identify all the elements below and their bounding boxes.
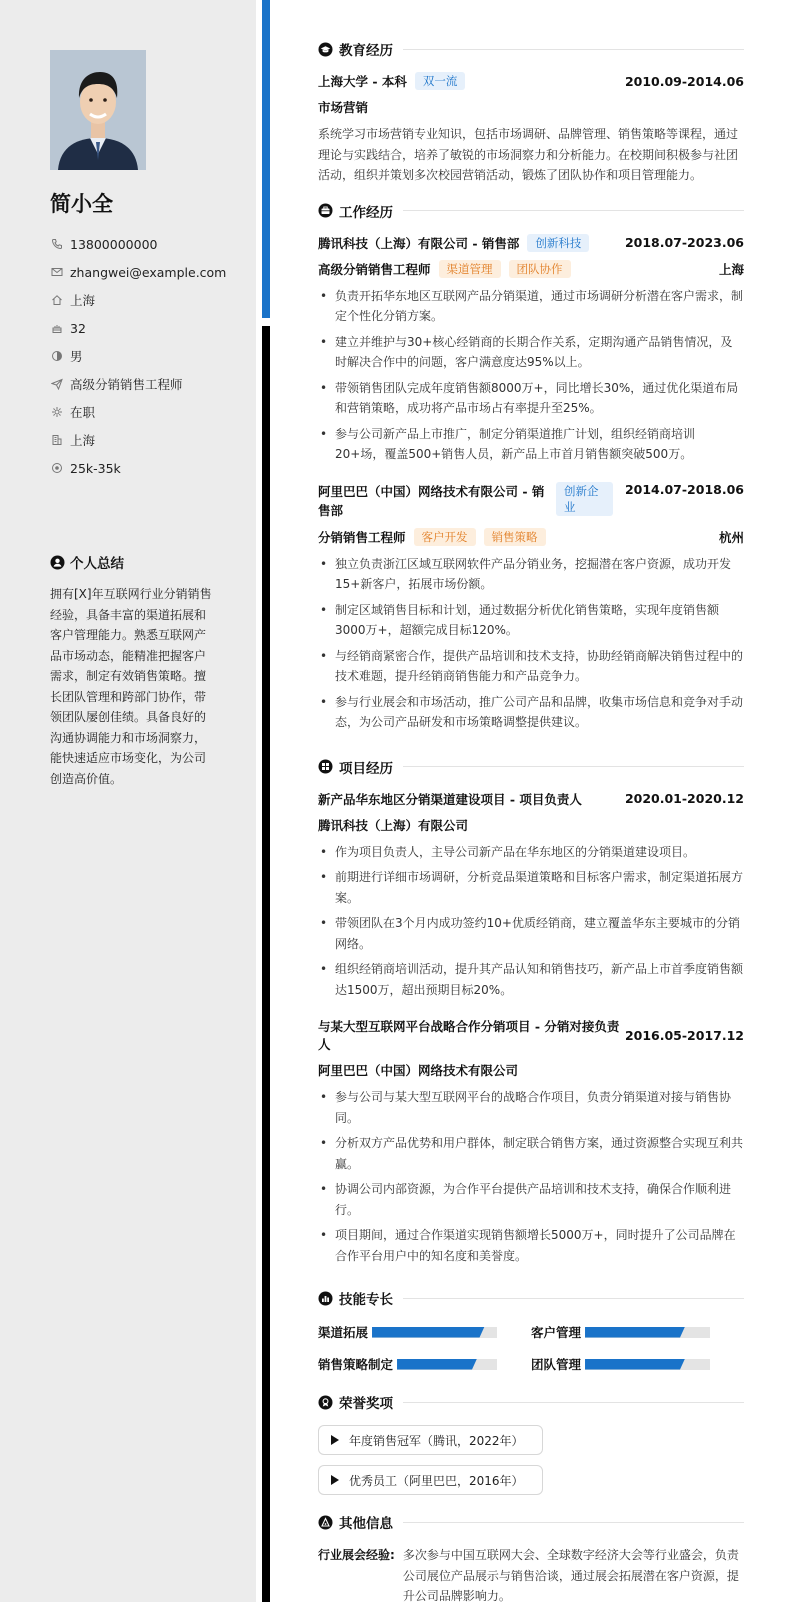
info-text: 高级分销销售工程师 bbox=[70, 377, 183, 392]
list-item: • 与经销商紧密合作，提供产品培训和技术支持，协助经销商解决销售过程中的技术难题，提升经销商销售能力和产品竞争力。 bbox=[318, 646, 744, 687]
project-bullets-1 bbox=[318, 842, 744, 1001]
contact-info-list bbox=[50, 230, 250, 482]
job-bullets-1 bbox=[318, 286, 744, 465]
role-title: 分销销售工程师 bbox=[318, 529, 406, 545]
section-awards bbox=[318, 1391, 744, 1413]
salary-icon bbox=[50, 461, 64, 475]
graduation-cap-icon bbox=[318, 42, 333, 57]
summary-title-text: 个人总结 bbox=[70, 556, 124, 572]
grid-icon bbox=[318, 759, 333, 774]
other-info-row bbox=[318, 1545, 744, 1602]
info-text: 上海 bbox=[70, 433, 96, 448]
info-text: 25k-35k bbox=[70, 460, 121, 476]
list-item: • 参与公司与某大型互联网平台的战略合作项目，负责分销渠道对接与销售协同。 bbox=[318, 1087, 744, 1128]
building-icon bbox=[50, 433, 64, 447]
section-divider bbox=[403, 49, 744, 50]
list-item: • 独立负责浙江区域互联网软件产品分销业务，挖掘潜在客户资源，成功开发15+新客户，拓展市场份额。 bbox=[318, 554, 744, 595]
list-item: • 项目期间，通过合作渠道实现销售额增长5000万+，同时提升了公司品牌在合作平台用户中的知名度和美誉度。 bbox=[318, 1225, 744, 1266]
info-row-status bbox=[50, 398, 250, 426]
list-item: • 作为项目负责人，主导公司新产品在华东地区的分销渠道建设项目。 bbox=[318, 842, 744, 863]
project-date: 2016.05-2017.12 bbox=[624, 1027, 744, 1043]
project-head-2 bbox=[318, 1017, 744, 1053]
skill-name: 客户管理 bbox=[531, 1325, 582, 1340]
school-tag: 双一流 bbox=[415, 72, 466, 90]
info-row-city bbox=[50, 426, 250, 454]
section-divider bbox=[403, 1298, 744, 1299]
profile-name: 简小全 bbox=[50, 192, 113, 216]
status-icon bbox=[50, 405, 64, 419]
info-row-location bbox=[50, 286, 250, 314]
cake-icon bbox=[50, 321, 64, 335]
section-education bbox=[318, 38, 744, 60]
section-divider bbox=[403, 210, 744, 211]
award-item bbox=[318, 1465, 744, 1495]
role-tag: 销售策略 bbox=[484, 528, 546, 546]
section-title-text: 工作经历 bbox=[339, 204, 393, 221]
list-item: • 建立并维护与30+核心经销商的长期合作关系，定期沟通产品销售情况，及时解决合作中的问题，客户满意度达95%以上。 bbox=[318, 332, 744, 373]
project-company-text: 阿里巴巴（中国）网络技术有限公司 bbox=[318, 1063, 519, 1078]
role-title: 高级分销销售工程师 bbox=[318, 261, 431, 277]
info-text: zhangwei@example.com bbox=[70, 264, 227, 280]
info-text: 在职 bbox=[70, 405, 96, 420]
list-item: • 负责开拓华东地区互联网产品分销渠道，通过市场调研分析潜在客户需求，制定个性化分销方案。 bbox=[318, 286, 744, 327]
other-label: 行业展会经验: bbox=[318, 1548, 395, 1562]
award-item bbox=[318, 1425, 744, 1455]
info-icon bbox=[318, 1515, 333, 1530]
list-item: • 协调公司内部资源，为合作平台提供产品培训和技术支持，确保合作顺利进行。 bbox=[318, 1179, 744, 1220]
job-role-2 bbox=[318, 528, 744, 546]
info-text: 13800000000 bbox=[70, 236, 158, 252]
info-text: 男 bbox=[70, 349, 83, 364]
skill-bar bbox=[585, 1359, 710, 1370]
role-tag: 渠道管理 bbox=[439, 260, 501, 278]
mail-icon bbox=[50, 265, 64, 279]
award-badge[interactable] bbox=[318, 1425, 543, 1455]
major-text: 市场营销 bbox=[318, 100, 369, 115]
education-entry-head bbox=[318, 72, 744, 90]
skill-bar bbox=[585, 1327, 710, 1338]
job-role-1 bbox=[318, 260, 744, 278]
project-date: 2020.01-2020.12 bbox=[624, 791, 744, 806]
company-tag: 创新科技 bbox=[527, 234, 589, 252]
skill-bar-fill bbox=[585, 1327, 685, 1338]
accent-bar-black bbox=[262, 326, 270, 1602]
section-other bbox=[318, 1511, 744, 1533]
skill-bar-fill bbox=[585, 1359, 685, 1370]
project-name: 与某大型互联网平台战略合作分销项目 - 分销对接负责人 bbox=[318, 1019, 620, 1052]
education-major bbox=[318, 98, 744, 116]
section-skills bbox=[318, 1287, 744, 1309]
job-date: 2018.07-2023.06 bbox=[624, 235, 744, 250]
user-icon bbox=[50, 555, 65, 570]
project-company-2 bbox=[318, 1061, 744, 1079]
job-head-2 bbox=[318, 482, 744, 520]
info-row-salary bbox=[50, 454, 250, 482]
skill-bar-fill bbox=[372, 1327, 485, 1338]
list-item: • 制定区域销售目标和计划，通过数据分析优化销售策略，实现年度销售额3000万+，超额完成目标120%。 bbox=[318, 600, 744, 641]
job-date: 2014.07-2018.06 bbox=[624, 481, 744, 497]
section-divider bbox=[403, 766, 744, 767]
gender-icon bbox=[50, 349, 64, 363]
school-name: 上海大学 - 本科 bbox=[318, 74, 407, 89]
list-item: • 参与行业展会和市场活动，推广公司产品和品牌，收集市场信息和竞争对手动态，为公司产品研发和市场策略调整提供建议。 bbox=[318, 692, 744, 733]
section-title-text: 项目经历 bbox=[339, 760, 393, 777]
project-bullets-2 bbox=[318, 1087, 744, 1266]
profile-photo bbox=[50, 50, 146, 170]
skill-name: 渠道拓展 bbox=[318, 1325, 369, 1340]
list-item: • 前期进行详细市场调研，分析竞品渠道策略和目标客户需求，制定渠道拓展方案。 bbox=[318, 867, 744, 908]
summary-text: 拥有[X]年互联网行业分销销售经验，具备丰富的渠道拓展和客户管理能力。熟悉互联网产品市场动态，能精准把握客户需求，制定有效销售策略。擅长团队管理和跨部门协作，带领团队屡创佳绩。具备良好的沟通协调能力和市场洞察力，能快速适应市场变化，为公司创造高价值。 bbox=[50, 587, 212, 786]
job-city: 杭州 bbox=[718, 529, 744, 545]
skill-name: 销售策略制定 bbox=[318, 1357, 394, 1372]
job-bullets-2 bbox=[318, 554, 744, 733]
info-row-gender bbox=[50, 342, 250, 370]
section-title-text: 教育经历 bbox=[339, 43, 393, 59]
award-icon bbox=[318, 1395, 333, 1410]
project-name: 新产品华东地区分销渠道建设项目 - 项目负责人 bbox=[318, 791, 582, 807]
info-row-phone bbox=[50, 230, 250, 258]
list-item: • 组织经销商培训活动，提升其产品认知和销售技巧，新产品上市首季度销售额达1500万，超出预期目标20%。 bbox=[318, 959, 744, 1000]
list-item: • 带领团队在3个月内成功签约10+优质经销商，建立覆盖华东主要城市的分销网络。 bbox=[318, 913, 744, 954]
company-tag: 创新企业 bbox=[556, 482, 613, 516]
skill-name: 团队管理 bbox=[531, 1357, 582, 1372]
play-icon bbox=[331, 1475, 339, 1485]
award-text: 优秀员工（阿里巴巴，2016年） bbox=[349, 1473, 524, 1488]
info-row-age bbox=[50, 314, 250, 342]
section-projects bbox=[318, 756, 744, 778]
section-title-text: 其他信息 bbox=[339, 1516, 393, 1532]
home-icon bbox=[50, 293, 64, 307]
info-row-position bbox=[50, 370, 250, 398]
send-icon bbox=[50, 377, 64, 391]
section-title-text: 荣誉奖项 bbox=[339, 1396, 393, 1412]
section-divider bbox=[403, 1402, 744, 1403]
award-badge[interactable] bbox=[318, 1465, 543, 1495]
project-company-1 bbox=[318, 816, 744, 834]
list-item: • 带领销售团队完成年度销售额8000万+，同比增长30%，通过优化渠道布局和营销策略，成功将产品市场占有率提升至25%。 bbox=[318, 378, 744, 419]
section-work bbox=[318, 200, 744, 222]
role-tag: 客户开发 bbox=[414, 528, 476, 546]
summary-title bbox=[50, 552, 124, 572]
job-city: 上海 bbox=[718, 261, 744, 277]
company-name: 阿里巴巴（中国）网络技术有限公司 - 销售部 bbox=[318, 483, 545, 518]
list-item: • 分析双方产品优势和用户群体，制定联合销售方案，通过资源整合实现互利共赢。 bbox=[318, 1133, 744, 1174]
info-text: 32 bbox=[70, 320, 86, 336]
skill-bar-fill bbox=[397, 1359, 477, 1370]
briefcase-icon bbox=[318, 203, 333, 218]
other-text: 多次参与中国互联网大会、全球数字经济大会等行业盛会，负责公司展位产品展示与销售洽谈，通过展会拓展潜在客户资源，提升公司品牌影响力。 bbox=[402, 1548, 739, 1602]
skill-item bbox=[318, 1355, 531, 1373]
job-head-1 bbox=[318, 234, 744, 252]
skill-bar bbox=[372, 1327, 497, 1338]
info-text: 上海 bbox=[70, 293, 96, 308]
skill-item bbox=[531, 1355, 744, 1373]
project-company-text: 腾讯科技（上海）有限公司 bbox=[318, 817, 469, 833]
award-text: 年度销售冠军（腾讯，2022年） bbox=[349, 1433, 524, 1448]
skill-item bbox=[531, 1323, 744, 1341]
education-date: 2010.09-2014.06 bbox=[624, 73, 744, 89]
education-desc: 系统学习市场营销专业知识，包括市场调研、品牌管理、销售策略等课程，通过理论与实践结合，培养了敏锐的市场洞察力和分析能力。在校期间积极参与社团活动，组织并策划多次校园营销活动，锻炼了团队协作和项目管理能力。 bbox=[318, 127, 739, 182]
section-divider bbox=[403, 1522, 744, 1523]
accent-bar-blue bbox=[262, 0, 270, 318]
company-name: 腾讯科技（上海）有限公司 - 销售部 bbox=[318, 235, 520, 251]
main-content bbox=[318, 38, 744, 1602]
role-tag: 团队协作 bbox=[509, 260, 571, 278]
skill-item bbox=[318, 1323, 531, 1341]
project-head-1 bbox=[318, 790, 744, 808]
section-title-text: 技能专长 bbox=[339, 1292, 393, 1308]
phone-icon bbox=[50, 237, 64, 251]
info-row-email bbox=[50, 258, 250, 286]
play-icon bbox=[331, 1435, 339, 1445]
list-item: • 参与公司新产品上市推广，制定分销渠道推广计划，组织经销商培训20+场，覆盖500+销售人员，新产品上市首月销售额突破500万。 bbox=[318, 424, 744, 465]
bar-chart-icon bbox=[318, 1291, 333, 1306]
skill-bar bbox=[397, 1359, 497, 1370]
skills-grid bbox=[318, 1323, 744, 1373]
